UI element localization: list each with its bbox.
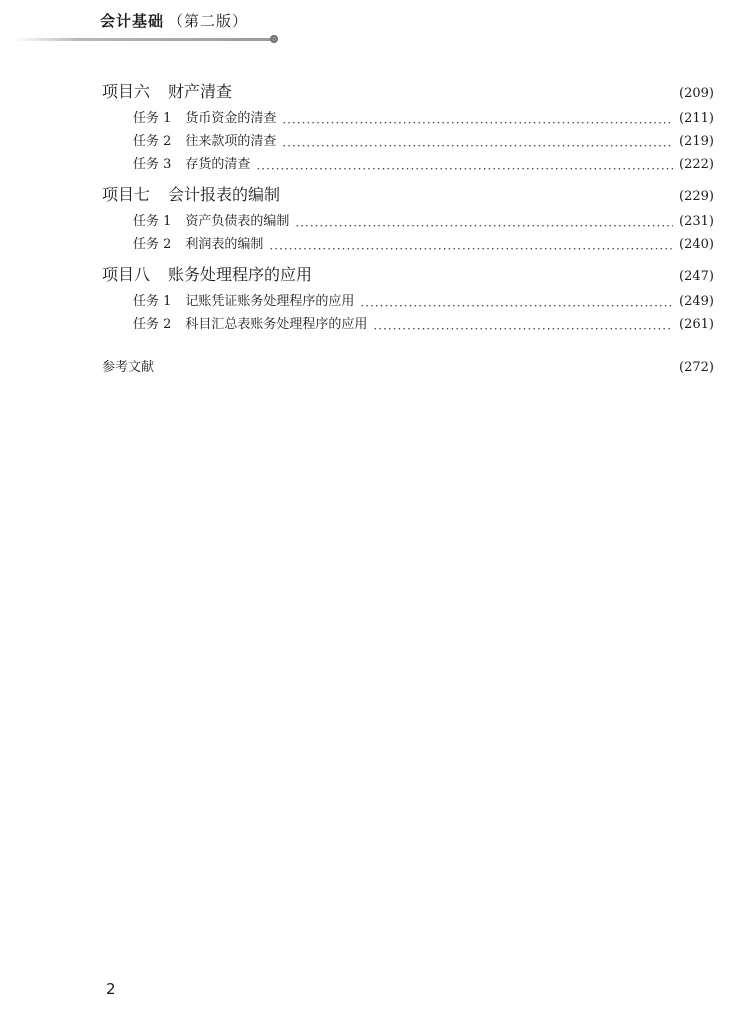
dot-leader [238, 84, 673, 100]
chapter-title: 账务处理程序的应用 [168, 265, 313, 284]
task-number: 任务 1 [133, 214, 172, 229]
book-title: 会计基础 [100, 12, 165, 30]
task-number: 任务 3 [133, 157, 172, 172]
task-title: 往来款项的清查 [185, 134, 277, 149]
task-title: 资产负债表的编制 [185, 214, 290, 229]
toc-task[interactable] [102, 313, 714, 336]
chapter-number: 项目八 [102, 265, 151, 284]
chapter-title: 财产清查 [168, 82, 233, 101]
toc-task[interactable] [102, 233, 714, 256]
page-folio: 2 [106, 980, 116, 998]
dot-leader [172, 361, 673, 374]
dot-leader [373, 318, 673, 331]
task-title: 记账凭证账务处理程序的应用 [185, 294, 355, 309]
page-number: (209) [679, 86, 714, 101]
toc-task[interactable] [102, 130, 714, 153]
task-number: 任务 1 [133, 294, 172, 309]
page-number: (211) [679, 111, 714, 126]
page-number: (272) [679, 360, 714, 375]
page-number: (229) [679, 189, 714, 204]
references-title: 参考文献 [102, 360, 155, 375]
task-title: 存货的清查 [185, 157, 251, 172]
dot-leader [282, 112, 673, 125]
toc-references[interactable] [102, 353, 714, 383]
toc-chapter[interactable] [102, 76, 714, 107]
toc-task[interactable] [102, 107, 714, 130]
toc-chapter[interactable] [102, 179, 714, 210]
page-number: (240) [679, 237, 714, 252]
page-number: (249) [679, 294, 714, 309]
header-rule-dot [270, 35, 278, 43]
dot-leader [318, 267, 673, 283]
toc-task[interactable] [102, 210, 714, 233]
task-number: 任务 2 [133, 237, 172, 252]
task-number: 任务 1 [133, 111, 172, 126]
toc-chapter[interactable] [102, 259, 714, 290]
dot-leader [360, 295, 673, 308]
page-number: (219) [679, 134, 714, 149]
dot-leader [295, 215, 673, 228]
table-of-contents [102, 76, 714, 383]
task-title: 货币资金的清查 [185, 111, 277, 126]
task-title: 科目汇总表账务处理程序的应用 [185, 317, 368, 332]
toc-task[interactable] [102, 290, 714, 313]
chapter-number: 项目六 [102, 82, 151, 101]
dot-leader [256, 158, 673, 171]
dot-leader [269, 238, 673, 251]
page-number: (261) [679, 317, 714, 332]
page-number: (231) [679, 214, 714, 229]
page-number: (222) [679, 157, 714, 172]
chapter-title: 会计报表的编制 [168, 185, 281, 204]
task-title: 利润表的编制 [185, 237, 264, 252]
task-number: 任务 2 [133, 317, 172, 332]
edition-label: （第二版） [168, 12, 249, 30]
header-rule [14, 38, 276, 41]
dot-leader [286, 187, 673, 203]
page-number: (247) [679, 269, 714, 284]
chapter-number: 项目七 [102, 185, 151, 204]
task-number: 任务 2 [133, 134, 172, 149]
toc-task[interactable] [102, 153, 714, 176]
dot-leader [282, 135, 673, 148]
running-header [100, 10, 248, 31]
